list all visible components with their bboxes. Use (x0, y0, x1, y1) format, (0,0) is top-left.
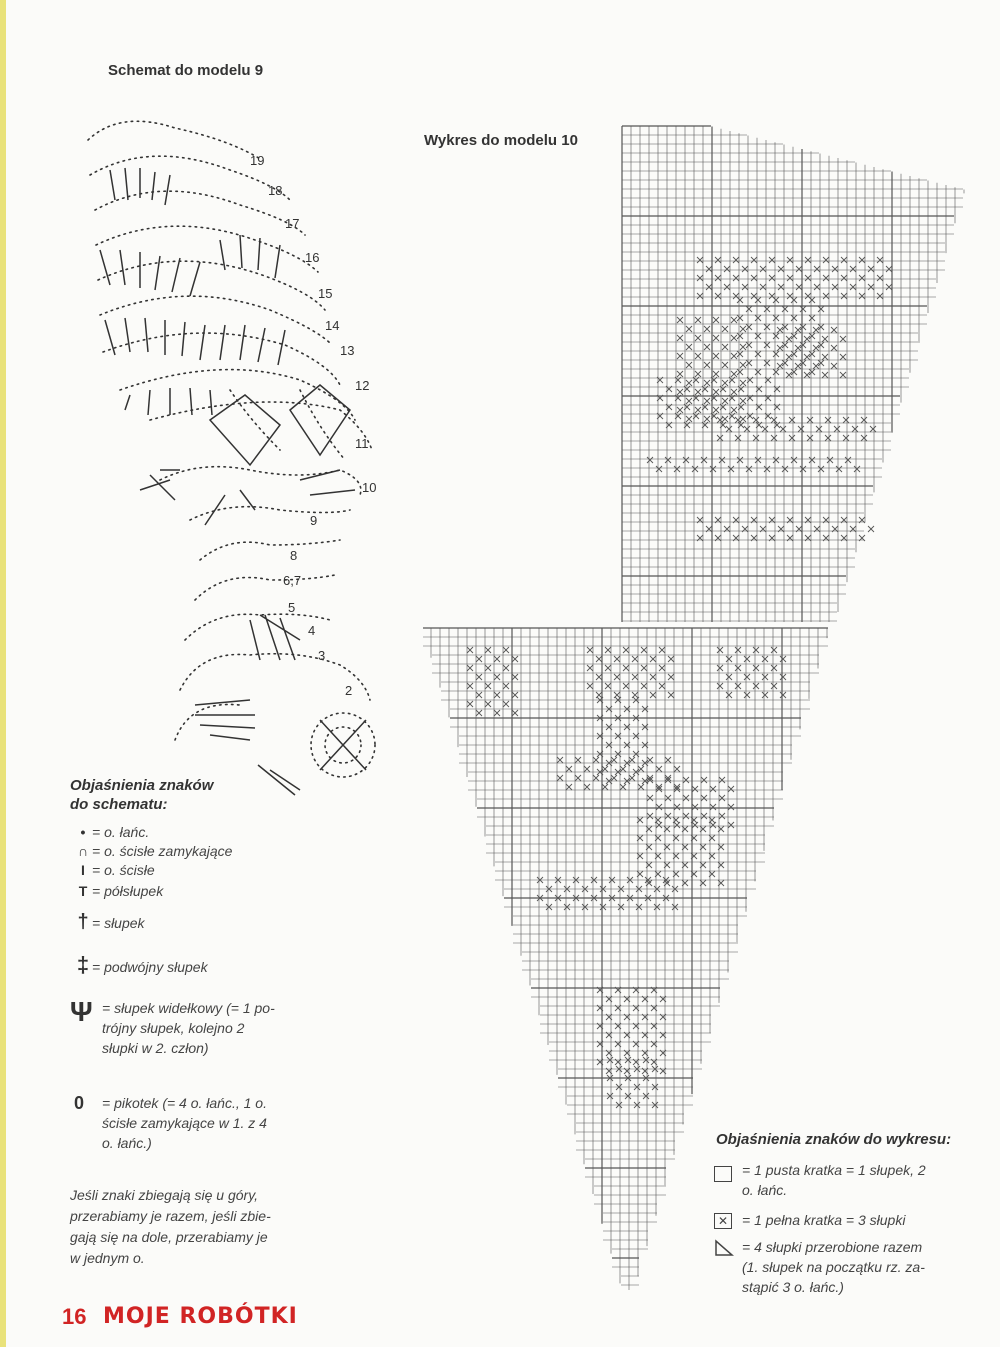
arc-icon: ∩ (77, 843, 89, 859)
row-number: 19 (250, 153, 265, 168)
legend-item-text: = 1 pełna kratka = 3 słupki (742, 1212, 906, 1228)
row-number: 15 (318, 286, 333, 301)
row-number: 8 (290, 548, 298, 563)
row-number: 5 (288, 600, 296, 615)
legend-item-arc (74, 841, 232, 861)
legend-item-text: = słupek (92, 915, 145, 931)
legend-item-triangle (714, 1237, 984, 1297)
row-number: 14 (325, 318, 340, 333)
triangle-icon (714, 1239, 734, 1257)
legend-item-text: słupki w 2. człon) (102, 1040, 209, 1056)
legend-item-text: = 4 słupki przerobione razem (742, 1239, 923, 1255)
crossed-square-icon: ✕ (714, 1213, 732, 1229)
legend-item-picot (70, 1093, 310, 1153)
legend-note (70, 1185, 310, 1269)
page-edge-strip (0, 0, 6, 1347)
page-number: 16 (62, 1304, 87, 1329)
legend-item-half-treble (74, 881, 163, 901)
row-number: 11 (355, 436, 369, 451)
legend-item-empty-square (714, 1160, 984, 1200)
double-treble-icon: ‡ (76, 952, 90, 977)
legend-item-text: trójny słupek, kolejno 2 (102, 1020, 245, 1036)
row-number: 13 (340, 343, 355, 358)
legend-item-text: = słupek widełkowy (= 1 po- (102, 1000, 275, 1016)
row-number: 12 (355, 378, 370, 393)
half-treble-icon: T (78, 883, 88, 899)
legend-item-text: (1. słupek na początku rz. za- (742, 1259, 925, 1275)
legend-item-text: o. łańc. (742, 1182, 788, 1198)
row-number: 16 (305, 250, 320, 265)
legend-item-text: stąpić 3 o. łańc.) (742, 1279, 844, 1295)
legend-item-text: = o. łańc. (92, 824, 150, 840)
row-number: 17 (285, 216, 300, 231)
row-number: 9 (310, 513, 318, 528)
dot-icon: • (80, 824, 86, 840)
legend-item-text: o. łańc.) (102, 1135, 152, 1151)
legend-item-text: = o. ścisłe zamykające (92, 843, 233, 859)
row-number: 3 (318, 648, 326, 663)
treble-icon: † (77, 911, 89, 933)
row-number: 18 (268, 183, 283, 198)
legend-item-bar (74, 860, 155, 880)
note-line: przerabiamy je razem, jeśli zbie- (70, 1208, 271, 1224)
legend-item-text: ścisłe zamykające w 1. z 4 (102, 1115, 267, 1131)
legend-schemat-title-2: do schematu: (70, 796, 168, 813)
schemat-title: Schemat do modelu 9 (108, 62, 264, 79)
legend-schemat (70, 776, 320, 814)
note-line: Jeśli znaki zbiegają się u góry, (70, 1187, 259, 1203)
legend-item-text: = o. ścisłe (92, 862, 155, 878)
row-number: 10 (362, 480, 377, 495)
legend-item-fork-treble (70, 998, 310, 1058)
legend-item-text: = podwójny słupek (92, 959, 208, 975)
row-number: 2 (345, 683, 353, 698)
legend-schemat-title-1: Objaśnienia znaków (70, 777, 214, 794)
magazine-name: MOJE ROBÓTKI (103, 1304, 298, 1329)
fork-treble-icon: Ψ (70, 996, 93, 1027)
note-line: gają się na dole, przerabiamy je (70, 1229, 268, 1245)
row-number: 4 (308, 623, 316, 638)
legend-item-crossed-square (714, 1210, 984, 1230)
legend-item-text: = 1 pusta kratka = 1 słupek, 2 (742, 1162, 926, 1178)
empty-square-icon (714, 1166, 732, 1182)
legend-item-text: = półsłupek (92, 883, 164, 899)
bar-icon: I (81, 862, 85, 878)
legend-item-text: = pikotek (= 4 o. łańc., 1 o. (102, 1095, 267, 1111)
legend-item-dot (74, 822, 149, 842)
legend-item-double-treble (74, 952, 208, 977)
legend-item-treble (74, 912, 145, 933)
picot-icon: 0 (73, 1093, 84, 1113)
wykres-title: Wykres do modelu 10 (424, 132, 578, 149)
legend-wykres-title: Objaśnienia znaków do wykresu: (716, 1131, 952, 1148)
row-number: 6,7 (283, 573, 302, 588)
note-line: w jednym o. (70, 1250, 145, 1266)
